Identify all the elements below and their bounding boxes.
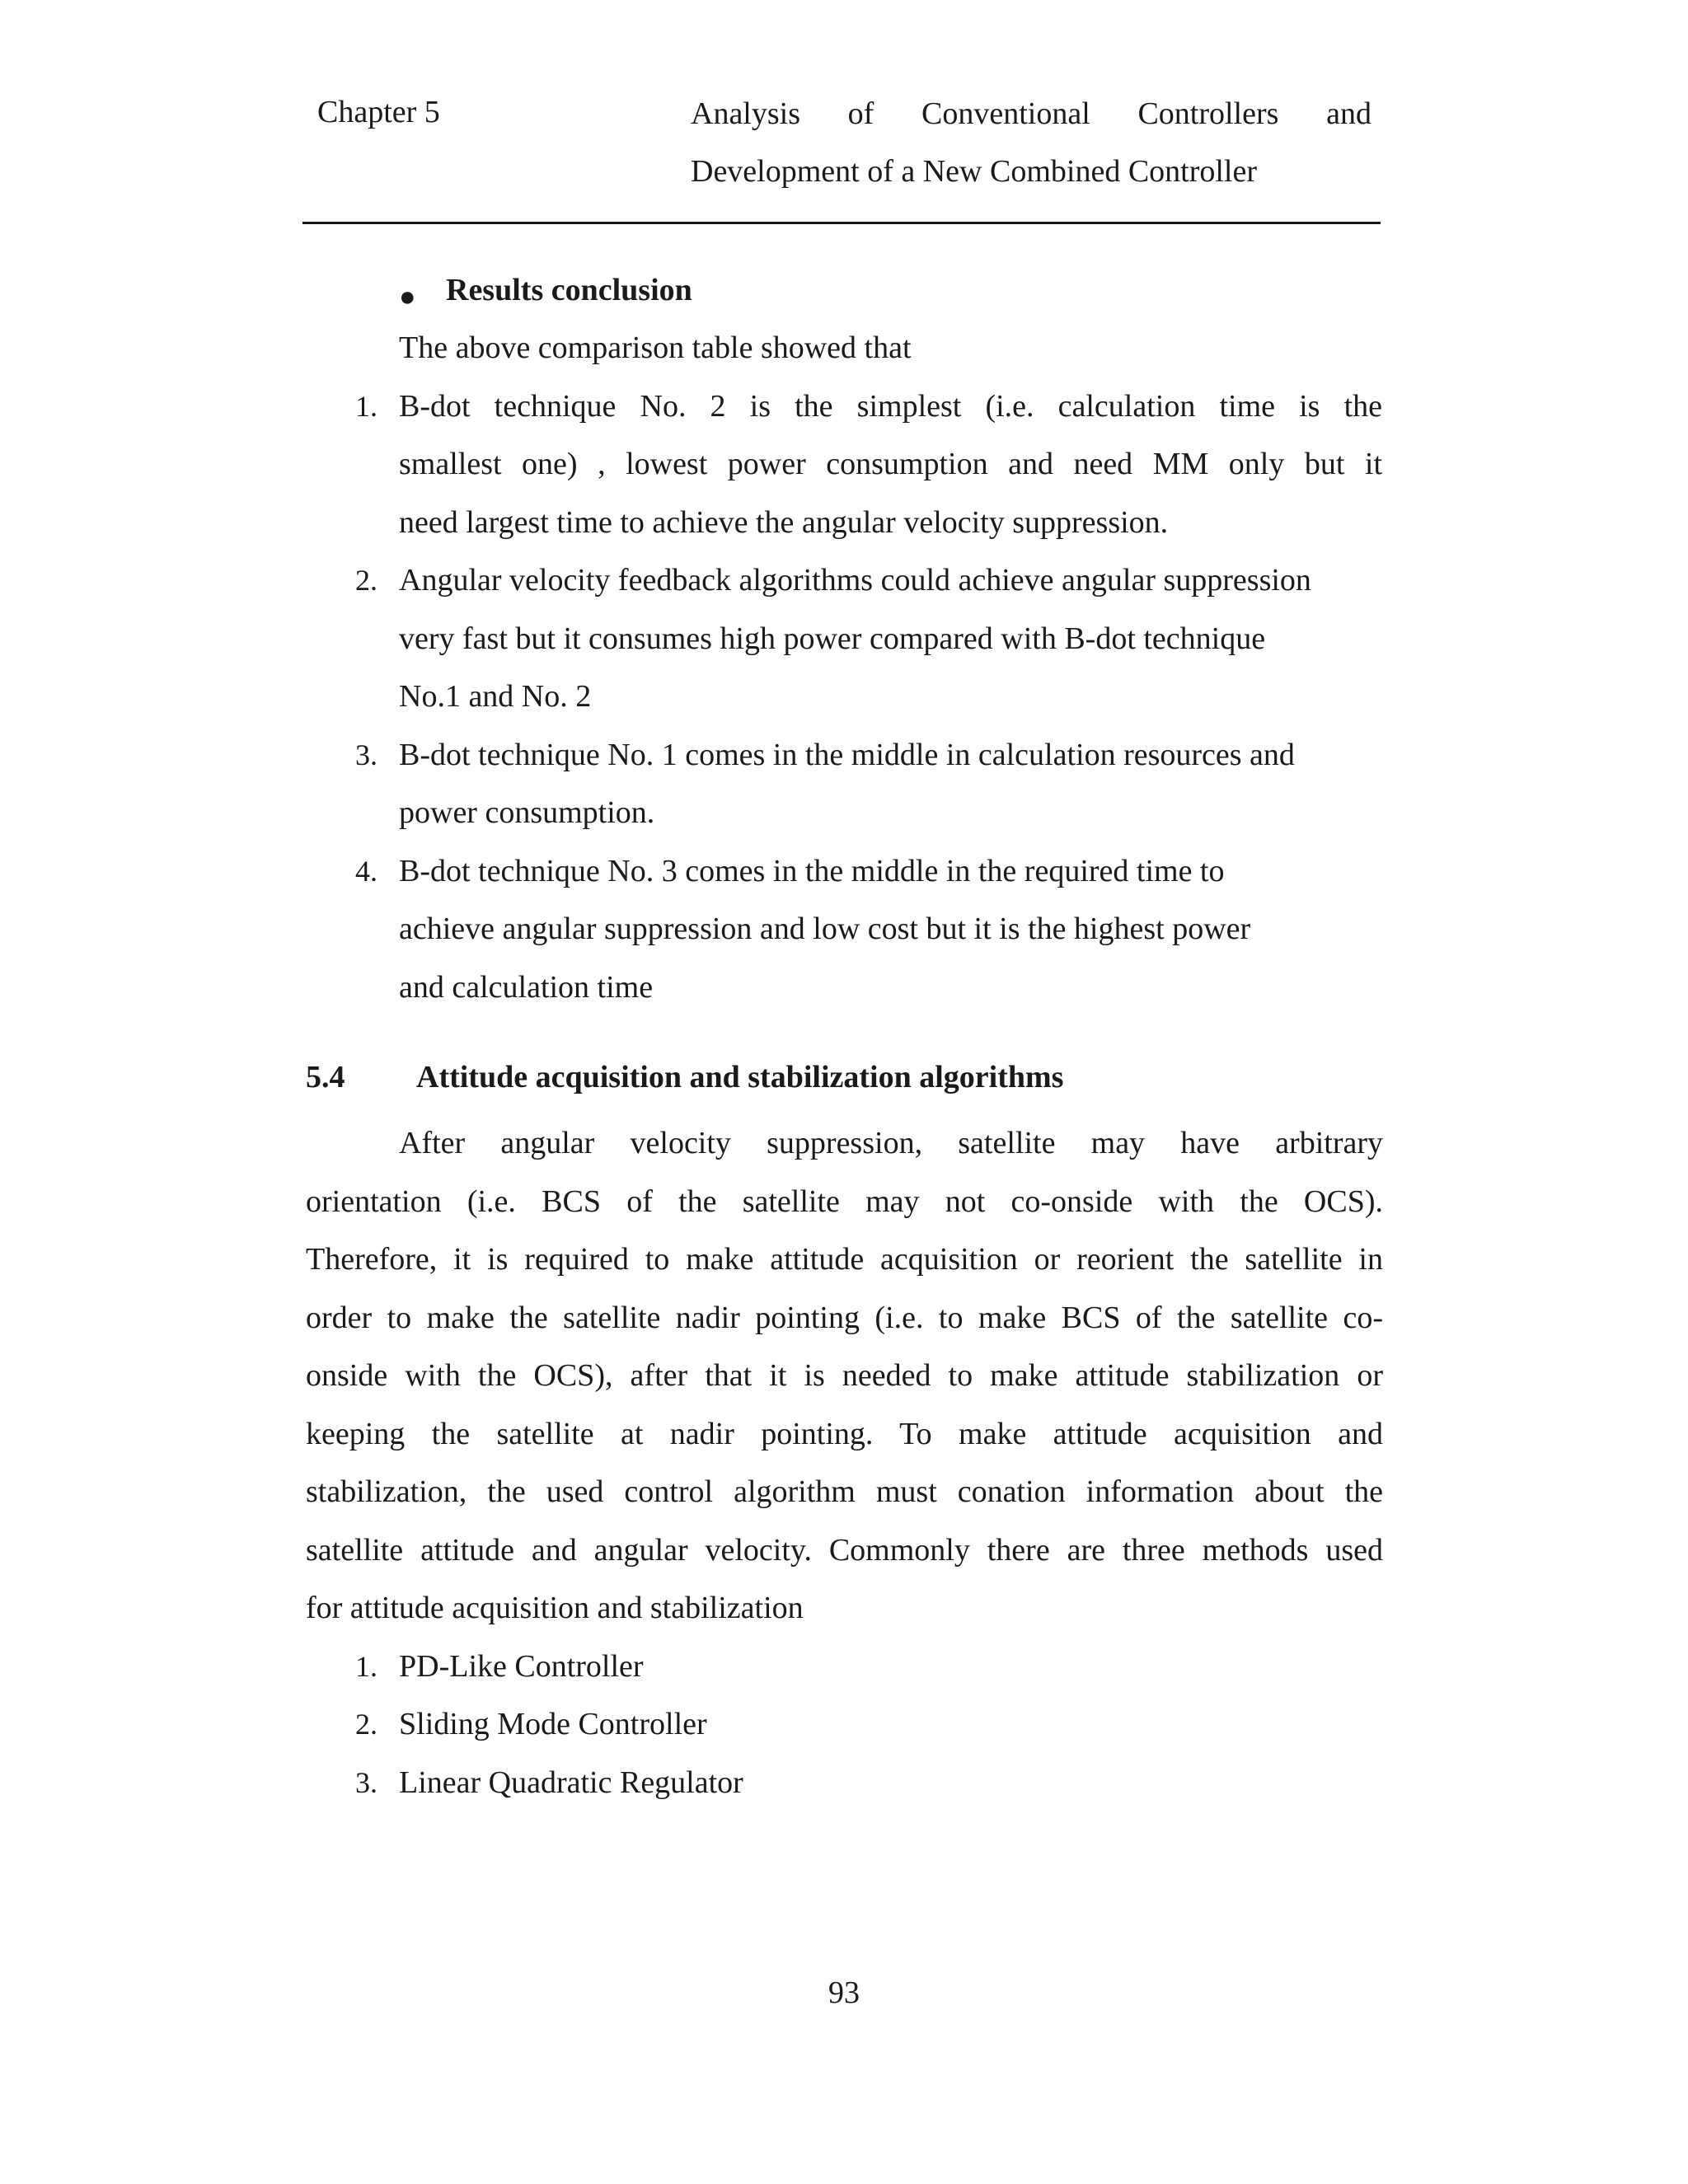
list-number: 2. — [355, 564, 377, 597]
paragraph-line: for attitude acquisition and stabilization — [306, 1591, 804, 1625]
paragraph-line: stabilization, the used control algorithm must conation information about the — [306, 1474, 1383, 1509]
list-item-line: and calculation time — [399, 970, 654, 1005]
header-word: Analysis — [691, 96, 800, 131]
method-item: Sliding Mode Controller — [399, 1707, 707, 1741]
header-divider — [302, 222, 1381, 224]
list-item-line: Angular velocity feedback algorithms could achieve angular suppression — [399, 563, 1311, 598]
paragraph-line: order to make the satellite nadir pointing (i.e. to make BCS of the satellite co- — [306, 1301, 1383, 1335]
list-number: 2. — [355, 1708, 377, 1741]
list-item-line: very fast but it consumes high power compared with B-dot technique — [399, 621, 1266, 656]
list-number: 3. — [355, 738, 377, 771]
results-heading: Results conclusion — [446, 273, 692, 307]
paragraph-line: satellite attitude and angular velocity. Commonly there are three methods used — [306, 1533, 1383, 1568]
header-chapter: Chapter 5 — [317, 95, 440, 129]
page-number: 93 — [828, 1975, 860, 2010]
list-number: 1. — [355, 390, 377, 423]
header-word: Conventional — [921, 96, 1090, 131]
header-title — [691, 85, 1372, 200]
results-intro: The above comparison table showed that — [399, 330, 912, 365]
list-item-line: need largest time to achieve the angular velocity suppression. — [399, 505, 1169, 540]
header-title-line1 — [691, 85, 1372, 143]
list-item-line: B-dot technique No. 3 comes in the middle in the required time to — [399, 854, 1225, 888]
paragraph-line: After angular velocity suppression, satellite may have arbitrary — [399, 1126, 1383, 1160]
paragraph-line: Therefore, it is required to make attitude acquisition or reorient the satellite in — [306, 1242, 1383, 1277]
bullet-icon: ● — [399, 282, 416, 312]
paragraph-line: onside with the OCS), after that it is needed to make attitude stabilization or — [306, 1358, 1383, 1393]
method-item: PD-Like Controller — [399, 1649, 644, 1684]
list-number: 3. — [355, 1766, 377, 1799]
list-number: 4. — [355, 855, 377, 888]
list-item-line: achieve angular suppression and low cost but it is the highest power — [399, 912, 1251, 946]
list-item-line: power consumption. — [399, 795, 655, 830]
header-word: and — [1326, 96, 1372, 131]
header-word: of — [847, 96, 874, 131]
section-number: 5.4 — [306, 1060, 345, 1094]
list-item-line: No.1 and No. 2 — [399, 679, 592, 714]
method-item: Linear Quadratic Regulator — [399, 1765, 743, 1800]
list-item-line: B-dot technique No. 2 is the simplest (i.e. calculation time is the — [399, 389, 1382, 424]
section-title: Attitude acquisition and stabilization algorithms — [416, 1060, 1064, 1094]
paragraph-line: keeping the satellite at nadir pointing. To make attitude acquisition and — [306, 1417, 1383, 1451]
list-number: 1. — [355, 1650, 377, 1683]
list-item-line: smallest one) , lowest power consumption and need MM only but it — [399, 447, 1382, 481]
paragraph-line: orientation (i.e. BCS of the satellite may not co-onside with the OCS). — [306, 1184, 1383, 1219]
header-title-line2: Development of a New Combined Controller — [691, 154, 1258, 189]
header-word: Controllers — [1137, 96, 1279, 131]
list-item-line: B-dot technique No. 1 comes in the middle in calculation resources and — [399, 738, 1295, 772]
